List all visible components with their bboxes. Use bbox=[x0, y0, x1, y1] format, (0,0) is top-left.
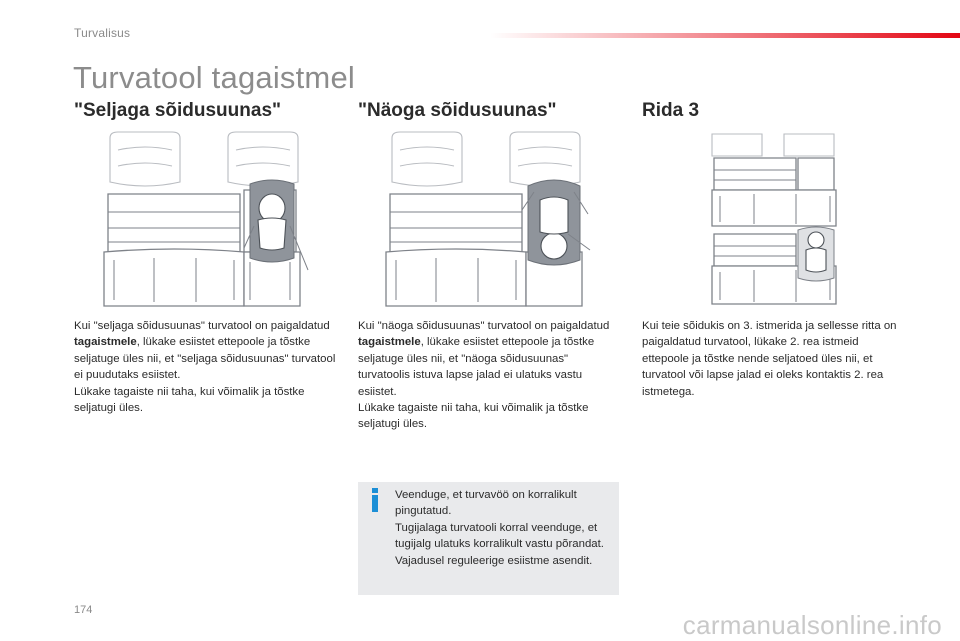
info-line-1: Veenduge, et turvavöö on korralikult pingutatud. bbox=[395, 489, 577, 518]
info-box bbox=[358, 482, 619, 595]
watermark: carmanualsonline.info bbox=[682, 610, 942, 640]
section-label: Turvalisus bbox=[74, 26, 131, 40]
heading-row-3: Rida 3 bbox=[642, 100, 700, 121]
rear-facing-seat-illustration bbox=[100, 130, 312, 310]
forward-facing-paragraph-1: Kui "näoga sõidusuunas" turvatool on paigaldatud tagaistmele, lükake esiistet ettepoole ja tõstke seljatuge üles nii, et "näoga sõidusuunas" turvatoolis istuva lapse jalad ei ulatuks vastu esiistet. bbox=[358, 320, 610, 398]
rear-facing-paragraph-2: Lükake tagaiste nii taha, kui võimalik ja tõstke seljatugi üles. bbox=[74, 385, 305, 415]
forward-facing-paragraph-2: Lükake tagaiste nii taha, kui võimalik ja tõstke seljatugi üles. bbox=[358, 402, 589, 431]
info-line-2: Tugijalaga turvatooli korral veenduge, et tugijalg ulatuks korralikult vastu põrandat. Vajadusel reguleerige esiistme asendit. bbox=[395, 521, 604, 567]
forward-facing-text bbox=[358, 318, 620, 433]
rear-facing-paragraph-1: Kui "seljaga sõidusuunas" turvatool on paigaldatud tagaistmele, lükake esiistet ettepoole ja tõstke seljatuge üles nii, et "seljaga sõidusuunas" turvatool ei puudutaks esiistet. bbox=[74, 320, 336, 382]
page-title: Turvatool tagaistmel bbox=[73, 60, 355, 95]
info-text bbox=[395, 487, 615, 569]
header-accent-bar bbox=[490, 33, 960, 38]
page-number: 174 bbox=[74, 604, 93, 616]
row-3-text bbox=[642, 318, 906, 400]
heading-forward-facing: "Näoga sõidusuunas" bbox=[358, 100, 557, 121]
info-icon bbox=[368, 488, 382, 512]
row-3-seat-illustration bbox=[706, 130, 842, 308]
forward-facing-seat-illustration bbox=[382, 130, 594, 310]
heading-rear-facing: "Seljaga sõidusuunas" bbox=[74, 100, 282, 121]
row-3-paragraph-1: Kui teie sõidukis on 3. istmerida ja sellesse ritta on paigaldatud turvatool, lükake 2. rea istmeid ettepoole ja tõstke nende seljatoed üles nii, et turvatool või lapse jalad ei oleks kontaktis 2. rea istmetega. bbox=[642, 320, 897, 398]
rear-facing-text bbox=[74, 318, 344, 416]
